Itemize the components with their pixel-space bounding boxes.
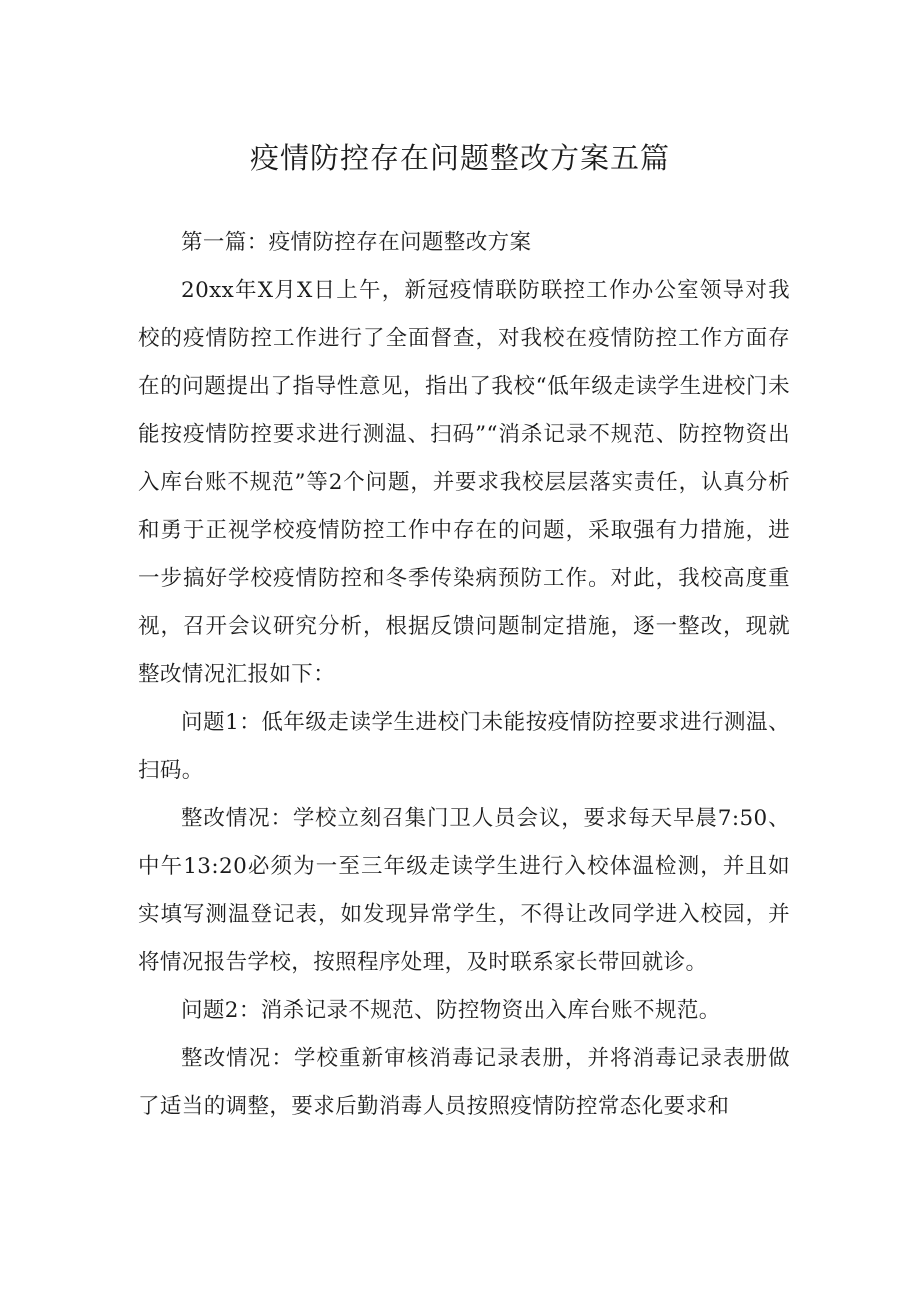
section-heading: 第一篇：疫情防控存在问题整改方案 xyxy=(181,230,532,255)
document-body xyxy=(138,219,790,1131)
document-title: 疫情防控存在问题整改方案五篇 xyxy=(249,141,670,175)
paragraph-rectification-1: 整改情况：学校立刻召集门卫人员会议，要求每天早晨7:50、中午13:20必须为一至三年级走读学生进行入校体温检测，并且如实填写测温登记表，如发现异常学生，不得让改同学进入校园，并将情况报告学校，按照程序处理，及时联系家长带回就诊。 xyxy=(138,806,790,975)
paragraph-intro: 20xx年X月X日上午，新冠疫情联防联控工作办公室领导对我校的疫情防控工作进行了全面督查，对我校在疫情防控工作方面存在的问题提出了指导性意见，指出了我校“低年级走读学生进校门未能按疫情防控要求进行测温、扫码”“消杀记录不规范、防控物资出入库台账不规范”等2个问题，并要求我校层层落实责任，认真分析和勇于正视学校疫情防控工作中存在的问题，采取强有力措施，进一步搞好学校疫情防控和冬季传染病预防工作。对此，我校高度重视，召开会议研究分析，根据反馈问题制定措施，逐一整改，现就整改情况汇报如下： xyxy=(138,278,790,687)
paragraph-problem-1: 问题1：低年级走读学生进校门未能按疫情防控要求进行测温、扫码。 xyxy=(138,710,790,783)
paragraph-rectification-2: 整改情况：学校重新审核消毒记录表册，并将消毒记录表册做了适当的调整，要求后勤消毒人员按照疫情防控常态化要求和 xyxy=(138,1046,790,1119)
paragraph-problem-2: 问题2：消杀记录不规范、防控物资出入库台账不规范。 xyxy=(181,998,721,1023)
